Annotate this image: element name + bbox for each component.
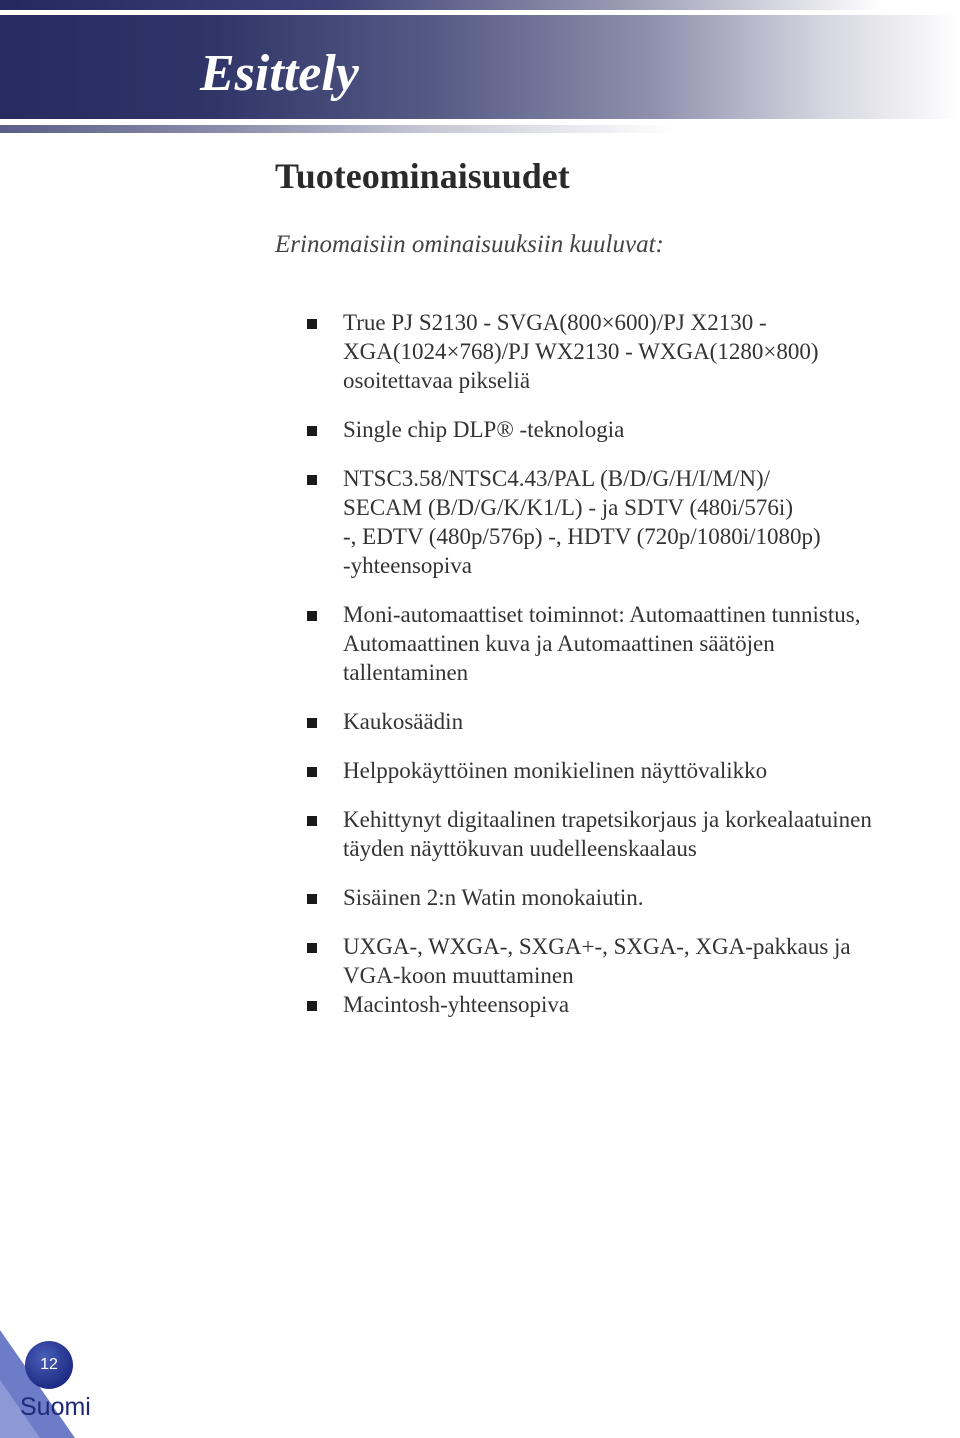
feature-item-compression [305,932,960,990]
feature-item-auto-functions [305,600,960,687]
square-bullet-icon [307,1001,317,1011]
square-bullet-icon [307,894,317,904]
feature-item-video-standards [305,464,960,580]
feature-text: NTSC3.58/NTSC4.43/PAL (B/D/G/H/I/M/N)/ SECAM (B/D/G/K/K1/L) - ja SDTV (480i/576i) -, EDTV (480p/576p) -, HDTV (720p/1080i/1080p) -yhteensopiva [343,466,821,578]
feature-item-keystone [305,805,960,863]
feature-item-remote [305,707,960,736]
feature-text: Helppokäyttöinen monikielinen näyttövalikko [343,758,768,783]
feature-list [305,308,960,1039]
square-bullet-icon [307,767,317,777]
square-bullet-icon [307,943,317,953]
feature-text: Sisäinen 2:n Watin monokaiutin. [343,885,644,910]
page-number-badge: 12 [25,1341,73,1389]
chapter-header-band [0,15,960,119]
square-bullet-icon [307,426,317,436]
feature-item-dlp [305,415,960,444]
feature-text: Kehittynyt digitaalinen trapetsikorjaus ja korkealaatuinen täyden näyttökuvan uudelleenskaalaus [343,807,872,861]
square-bullet-icon [307,319,317,329]
feature-text: UXGA-, WXGA-, SXGA+-, SXGA-, XGA-pakkaus ja VGA-koon muuttaminen [343,934,851,988]
feature-item-resolution [305,308,960,395]
square-bullet-icon [307,816,317,826]
chapter-title: Esittely [200,45,359,102]
section-intro: Erinomaisiin ominaisuuksiin kuuluvat: [275,231,664,258]
square-bullet-icon [307,611,317,621]
square-bullet-icon [307,475,317,485]
feature-item-osd-menu [305,756,960,785]
square-bullet-icon [307,718,317,728]
header-bottom-stripe [0,125,960,133]
feature-text: Macintosh-yhteensopiva [343,992,570,1017]
feature-text: Single chip DLP® -teknologia [343,417,625,442]
language-label: Suomi [20,1393,91,1421]
feature-text: True PJ S2130 - SVGA(800×600)/PJ X2130 - XGA(1024×768)/PJ WX2130 - WXGA(1280×800) osoitettavaa pikseliä [343,310,819,393]
header-top-stripe [0,0,960,10]
section-title: Tuoteominaisuudet [275,156,570,196]
feature-item-speaker [305,883,960,912]
feature-text: Moni-automaattiset toiminnot: Automaattinen tunnistus, Automaattinen kuva ja Automaattinen säätöjen tallentaminen [343,602,861,685]
feature-text: Kaukosäädin [343,709,464,734]
feature-item-macintosh [305,990,960,1019]
